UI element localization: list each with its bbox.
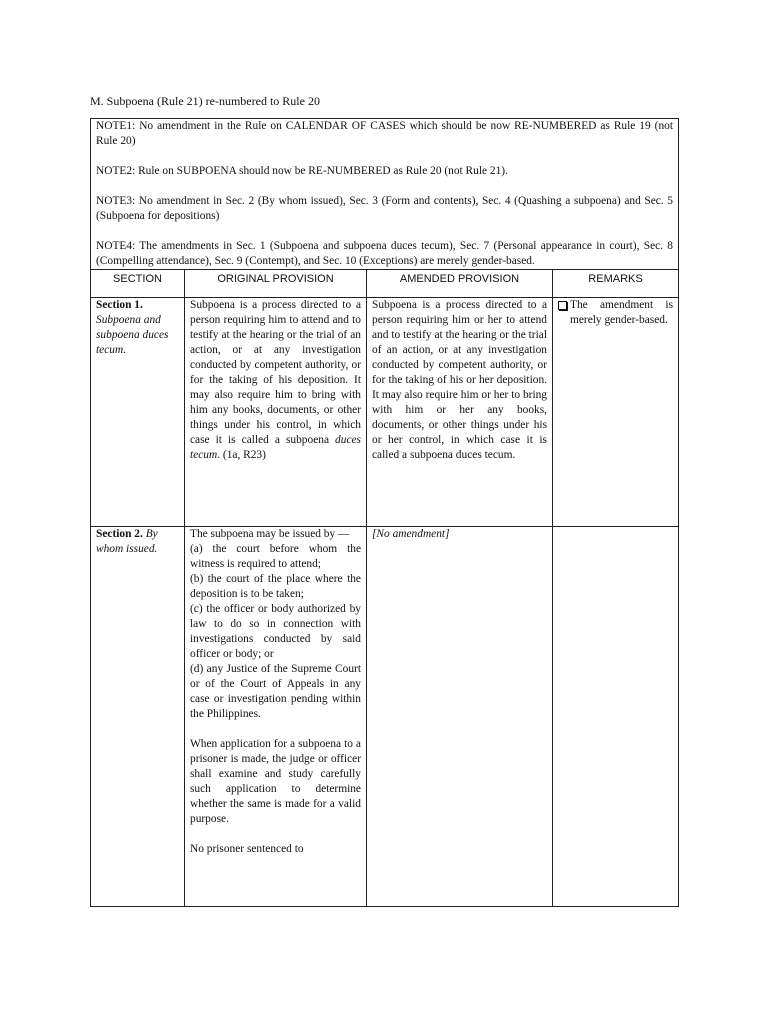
table-row	[91, 298, 679, 527]
section-cell	[91, 527, 185, 907]
note-3: NOTE3: No amendment in Sec. 2 (By whom issued), Sec. 3 (Form and contents), Sec. 4 (Quashing a subpoena) and Sec. 5 (Subpoena for depositions)	[96, 195, 674, 222]
note-4: NOTE4: The amendments in Sec. 1 (Subpoena and subpoena duces tecum), Sec. 7 (Personal appearance in court), Sec. 8 (Compelling attendance), Sec. 9 (Contempt), and Sec. 10 (Exceptions) are merely gender-based.	[96, 240, 674, 267]
notes-row	[91, 119, 679, 270]
remarks-cell	[553, 298, 679, 527]
original-paragraph: The subpoena may be issued by —	[190, 528, 350, 540]
original-paragraph: (c) the officer or body authorized by law to do so in connection with investigations conducted by said officer or body; or	[190, 603, 361, 660]
header-remarks: REMARKS	[553, 270, 679, 298]
header-original: ORIGINAL PROVISION	[185, 270, 367, 298]
amended-provision-cell	[367, 298, 553, 527]
original-paragraph: When application for a subpoena to a prisoner is made, the judge or officer shall examine and study carefully such application to determine whether the same is made for a valid purpose.	[190, 738, 361, 825]
section-title: Subpoena and subpoena duces tecum.	[96, 314, 169, 356]
note-2: NOTE2: Rule on SUBPOENA should now be RE-NUMBERED as Rule 20 (not Rule 21).	[96, 165, 508, 177]
original-paragraph: (a) the court before whom the witness is required to attend;	[190, 543, 361, 570]
original-text: Subpoena is a process directed to a person requiring him to attend and to testify at the hearing or the trial of an action, or at any investigation conducted by competent authority, or for the taking of his deposition. It may also require him to bring with him any books, documents, or other things under his control, in which case it is called a subpoena	[190, 299, 361, 446]
header-amended: AMENDED PROVISION	[367, 270, 553, 298]
original-paragraph: (d) any Justice of the Supreme Court or of the Court of Appeals in any case or investigation pending within the Philippines.	[190, 663, 361, 720]
amended-text: [No amendment]	[372, 528, 450, 540]
note-1: NOTE1: No amendment in the Rule on CALENDAR OF CASES which should be now RE-NUMBERED as Rule 19 (not Rule 20)	[96, 120, 674, 147]
original-citation: . (1a, R23)	[217, 449, 266, 461]
remarks-cell	[553, 527, 679, 907]
original-paragraph: (b) the court of the place where the deposition is to be taken;	[190, 573, 361, 600]
original-provision-cell	[185, 298, 367, 527]
amended-text: Subpoena is a process directed to a person requiring him or her to attend and to testify at the hearing or the trial of an action, or at any investigation conducted by competent authority, or for the taking of his or her deposition. It may also require him or her to bring with him or her any books, documents, or other things under his or her control, in which case it is called a subpoena duces tecum.	[372, 299, 547, 461]
original-paragraph: No prisoner sentenced to	[190, 843, 304, 855]
section-number: Section 1.	[96, 299, 143, 311]
header-row	[91, 270, 679, 298]
remark-text: The amendment is merely gender-based.	[570, 299, 674, 326]
header-section: SECTION	[91, 270, 185, 298]
section-title: By whom issued.	[96, 528, 158, 555]
comparison-table	[90, 118, 679, 907]
section-cell	[91, 298, 185, 527]
original-provision-cell	[185, 527, 367, 907]
checkbox-icon	[558, 301, 567, 310]
original-italic-text: duces tecum	[190, 434, 361, 461]
section-heading: M. Subpoena (Rule 21) re-numbered to Rule 20	[90, 94, 320, 108]
remark-item	[558, 298, 673, 328]
notes-cell	[91, 119, 679, 270]
section-number: Section 2.	[96, 528, 143, 540]
amended-provision-cell	[367, 527, 553, 907]
table-row	[91, 527, 679, 907]
